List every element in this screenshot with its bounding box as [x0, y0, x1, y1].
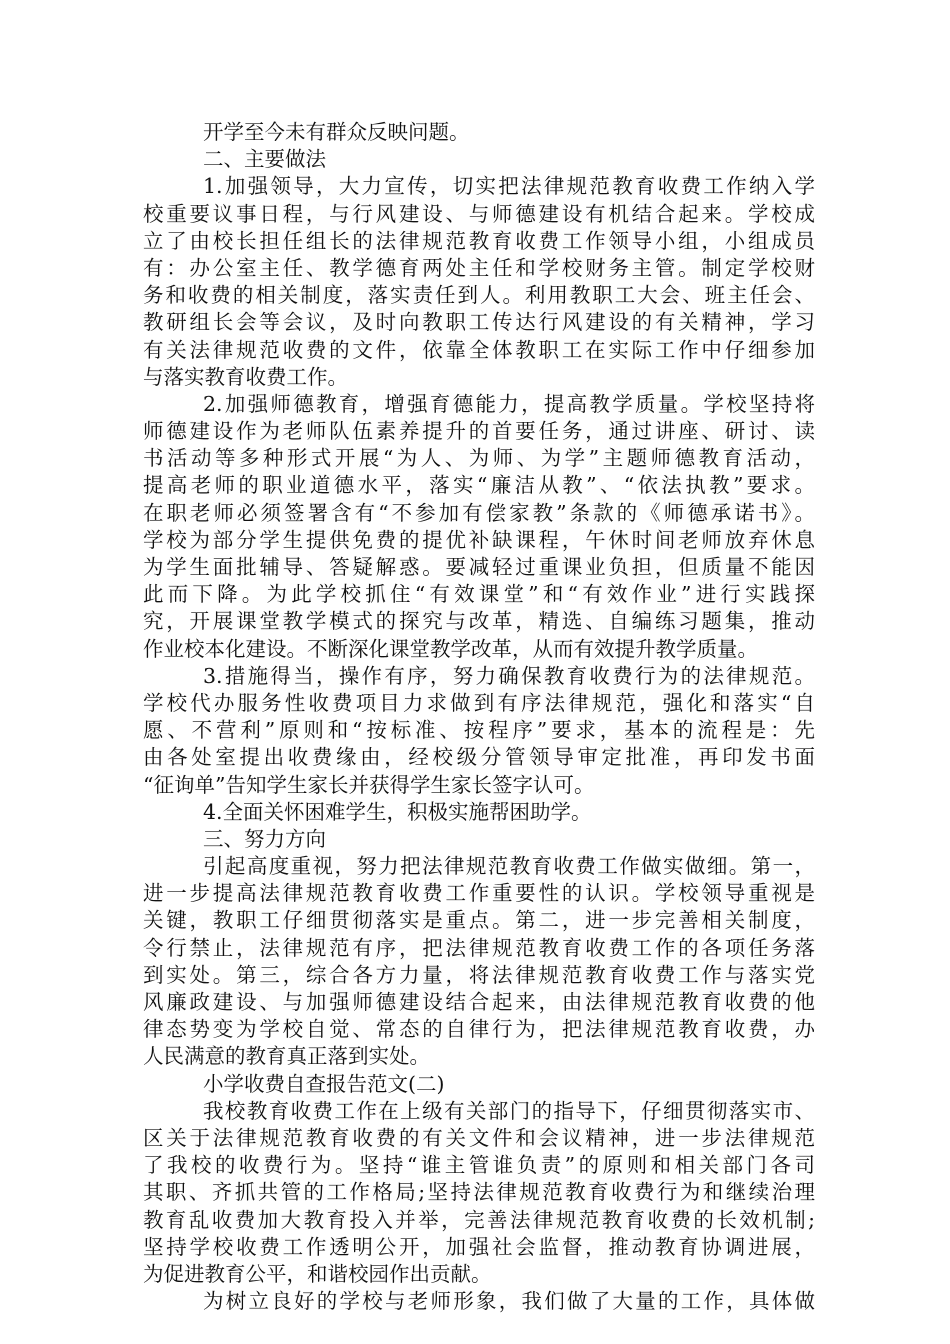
text-line: 令行禁止，法律规范有序，把法律规范教育收费工作的各项任务落	[143, 935, 815, 960]
text-line: 为学生面批辅导、答疑解惑。要减轻过重课业负担，但质量不能因	[143, 555, 815, 579]
text-line: 坚持学校收费工作透明公开，加强社会监督，推动教育协调进展，	[143, 1234, 815, 1259]
text-line: 到实处。第三，综合各方力量，将法律规范教育收费工作与落实党	[143, 962, 815, 987]
text-line: 其职、齐抓共管的工作格局;坚持法律规范教育收费行为和继续治理	[143, 1180, 815, 1205]
text-line: 为促进教育公平，和谐校园作出贡献。	[143, 1261, 492, 1286]
text-line: 为树立良好的学校与老师形象，我们做了大量的工作，具体做	[203, 1289, 815, 1314]
text-line: 有关法律规范收费的文件，依靠全体教职工在实际工作中仔细参加	[143, 337, 815, 362]
text-line: 1.加强领导，大力宣传，切实把法律规范教育收费工作纳入学	[203, 174, 815, 199]
text-line: 由各处室提出收费缘由，经校级分管领导审定批准，再印发书面	[143, 745, 815, 770]
text-line: 务和收费的相关制度，落实责任到人。利用教职工大会、班主任会、	[143, 283, 815, 308]
text-line: 小学收费自查报告范文(二)	[203, 1071, 445, 1096]
text-line: 风廉政建设、与加强师德建设结合起来，由法律规范教育收费的他	[143, 990, 815, 1014]
text-line: 立了由校长担任组长的法律规范教育收费工作领导小组，小组成员	[143, 228, 815, 253]
text-line: 书活动等多种形式开展“为人、为师、为学”主题师德教育活动，	[143, 446, 815, 471]
text-line: 律态势变为学校自觉、常态的自律行为，把法律规范教育收费，办	[143, 1017, 815, 1042]
document-body	[143, 119, 815, 1315]
text-line: 在职老师必须签署含有“不参加有偿家教”条款的《师德承诺书》。	[143, 500, 815, 525]
text-line: 了我校的收费行为。坚持“谁主管谁负责”的原则和相关部门各司	[143, 1153, 815, 1178]
text-line: 教研组长会等会议，及时向教职工传达行风建设的有关精神，学习	[143, 310, 815, 335]
text-line: 人民满意的教育真正落到实处。	[143, 1044, 430, 1069]
text-line: 4.全面关怀困难学生，积极实施帮困助学。	[203, 799, 592, 824]
text-line: 开学至今未有群众反映问题。	[203, 120, 470, 144]
text-line: “征询单”告知学生家长并获得学生家长签字认可。	[143, 772, 595, 797]
text-line: 二、主要做法	[203, 147, 326, 172]
text-line: 校重要议事日程，与行风建设、与师德建设有机结合起来。学校成	[143, 201, 815, 226]
text-line: 引起高度重视，努力把法律规范教育收费工作做实做细。第一，	[203, 854, 815, 879]
text-line: 2.加强师德教育，增强育德能力，提高教学质量。学校坚持将	[203, 391, 815, 416]
text-line: 究，开展课堂教学模式的探究与改革，精选、自编练习题集，推动	[143, 609, 815, 634]
text-line: 有：办公室主任、教学德育两处主任和学校财务主管。制定学校财	[143, 255, 815, 280]
text-line: 学校代办服务性收费项目力求做到有序法律规范，强化和落实“自	[143, 690, 815, 715]
text-line: 与落实教育收费工作。	[143, 364, 348, 389]
text-line: 三、努力方向	[203, 826, 326, 851]
text-line: 作业校本化建设。不断深化课堂教学改革，从而有效提升教学质量。	[143, 636, 758, 661]
text-line: 此而下降。为此学校抓住“有效课堂”和“有效作业”进行实践探	[143, 582, 815, 607]
text-line: 提高老师的职业道德水平，落实“廉洁从教”、“依法执教”要求。	[143, 473, 815, 498]
text-line: 学校为部分学生提供免费的提优补缺课程，午休时间老师放弃休息	[143, 527, 815, 552]
text-line: 愿、不营利”原则和“按标准、按程序”要求，基本的流程是：先	[143, 718, 815, 743]
text-line: 关键，教职工仔细贯彻落实是重点。第二，进一步完善相关制度，	[143, 908, 815, 933]
text-line: 师德建设作为老师队伍素养提升的首要任务，通过讲座、研讨、读	[143, 419, 815, 444]
text-line: 进一步提高法律规范教育收费工作重要性的认识。学校领导重视是	[143, 881, 815, 906]
text-line: 区关于法律规范教育收费的有关文件和会议精神，进一步法律规范	[143, 1125, 815, 1150]
text-line: 我校教育收费工作在上级有关部门的指导下，仔细贯彻落实市、	[203, 1098, 815, 1123]
text-line: 教育乱收费加大教育投入并举，完善法律规范教育收费的长效机制;	[143, 1207, 815, 1232]
text-line: 3.措施得当，操作有序，努力确保教育收费行为的法律规范。	[203, 663, 815, 688]
